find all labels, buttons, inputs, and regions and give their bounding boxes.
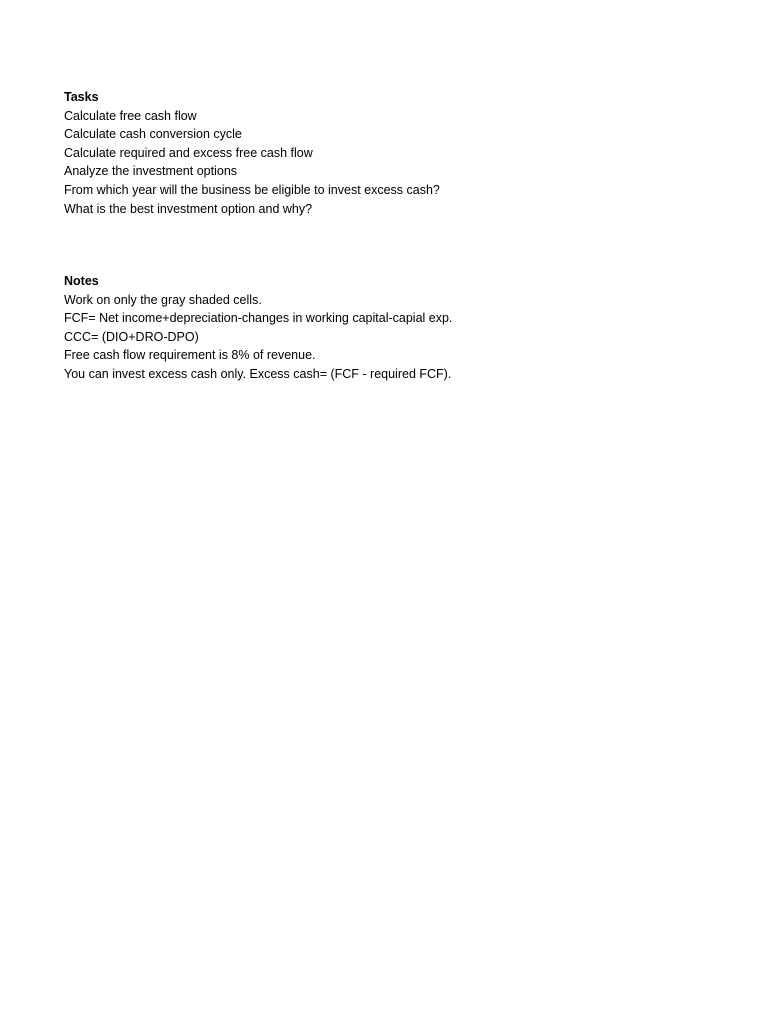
notes-list: [64, 291, 744, 384]
notes-heading: Notes: [64, 274, 99, 288]
tasks-list: [64, 107, 744, 219]
note-item: Free cash flow requirement is 8% of revenue.: [64, 348, 316, 363]
notes-section: [64, 272, 744, 384]
task-item: What is the best investment option and why?: [64, 201, 313, 216]
task-item: Analyze the investment options: [64, 164, 238, 179]
note-item: FCF= Net income+depreciation-changes in working capital-capial exp.: [64, 311, 453, 326]
note-item: CCC= (DIO+DRO-DPO): [64, 329, 199, 344]
tasks-heading: Tasks: [64, 90, 99, 104]
task-item: Calculate required and excess free cash flow: [64, 145, 313, 160]
note-item: You can invest excess cash only. Excess cash= (FCF - required FCF).: [64, 366, 452, 381]
task-item: Calculate free cash flow: [64, 108, 197, 123]
tasks-section: [64, 88, 744, 218]
task-item: Calculate cash conversion cycle: [64, 127, 242, 142]
task-item: From which year will the business be eligible to invest excess cash?: [64, 182, 440, 197]
note-item: Work on only the gray shaded cells.: [64, 292, 262, 307]
